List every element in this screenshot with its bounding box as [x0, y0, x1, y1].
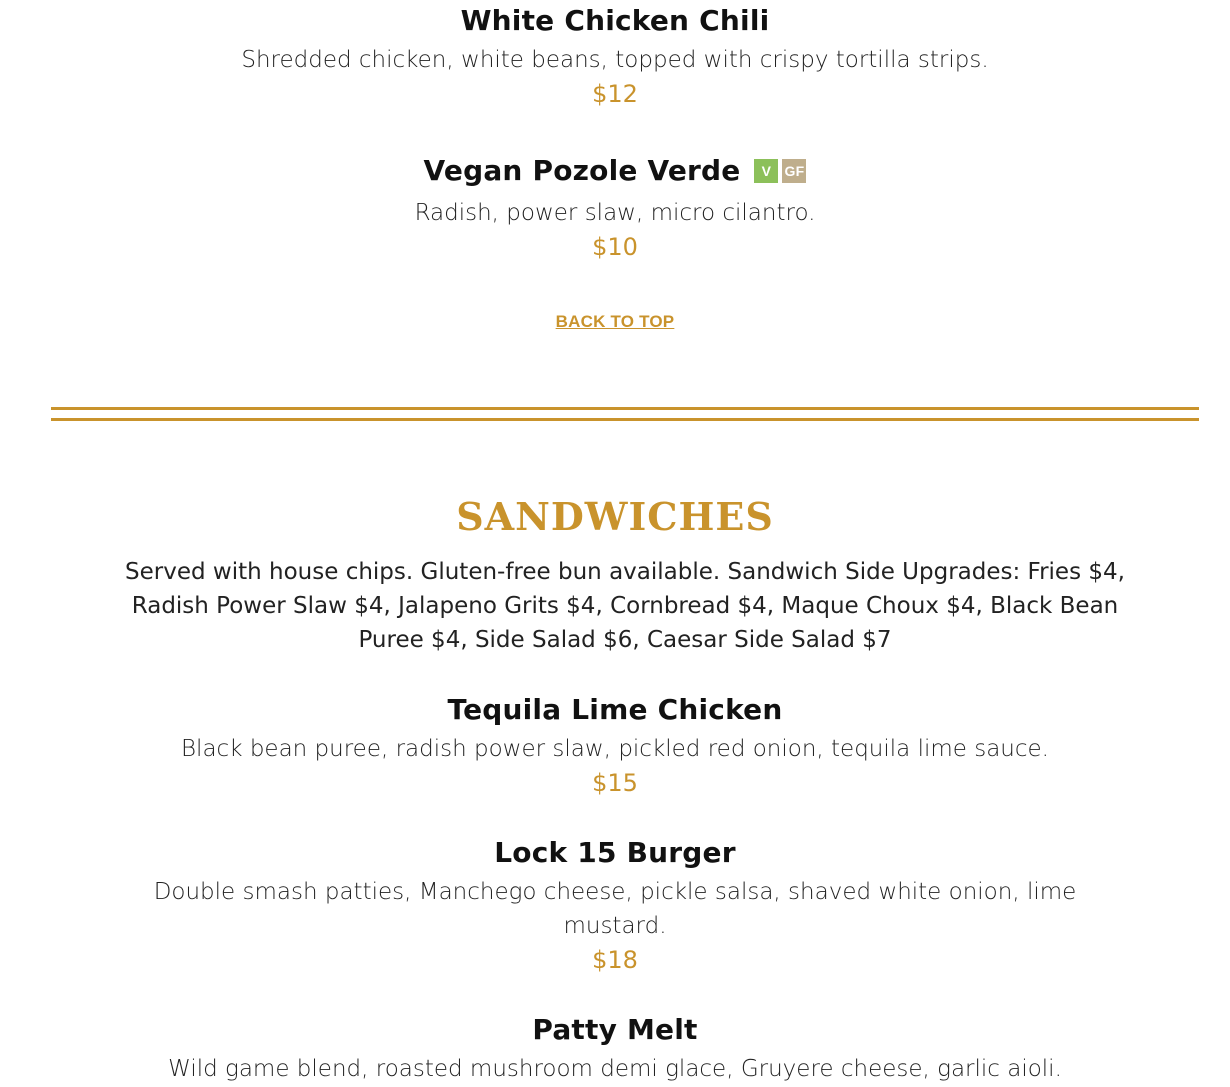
divider-line	[51, 418, 1199, 421]
item-price: $18	[592, 946, 638, 974]
item-price: $12	[592, 80, 638, 108]
section-title: SANDWICHES	[456, 494, 774, 539]
menu-item	[0, 692, 1230, 800]
menu-item	[0, 3, 1230, 111]
item-name: White Chicken Chili	[460, 4, 770, 37]
menu-item	[0, 153, 1230, 264]
item-name-row	[0, 153, 1230, 189]
item-description: Black bean puree, radish power slaw, pickled red onion, tequila lime sauce.	[181, 736, 1049, 762]
item-description: Double smash patties, Manchego cheese, pickle salsa, shaved white onion, lime mustard.	[153, 879, 1077, 939]
gluten-free-badge-icon: GF	[782, 159, 806, 183]
item-name: Vegan Pozole Verde	[423, 154, 741, 187]
section-intro: Served with house chips. Gluten-free bun available. Sandwich Side Upgrades: Fries $4, Radish Power Slaw $4, Jalapeno Grits $4, Cornbread $4, Maque Choux $4, Black Bean Puree $4, Side Salad $6, Caesar Side Salad $7	[125, 559, 1125, 653]
menu-item	[0, 1012, 1230, 1086]
back-to-top-link[interactable]: BACK TO TOP	[555, 312, 675, 331]
menu-item	[140, 835, 1090, 977]
item-description: Radish, power slaw, micro cilantro.	[414, 200, 816, 226]
item-name: Patty Melt	[532, 1013, 698, 1046]
item-name: Tequila Lime Chicken	[447, 693, 783, 726]
item-price: $10	[592, 233, 638, 261]
divider-line	[51, 407, 1199, 410]
item-name: Lock 15 Burger	[494, 836, 736, 869]
item-description: Wild game blend, roasted mushroom demi glace, Gruyere cheese, garlic aioli.	[168, 1056, 1062, 1082]
back-to-top-container	[0, 312, 1230, 332]
item-price: $15	[592, 769, 638, 797]
vegan-badge-icon: V	[754, 159, 778, 183]
item-description: Shredded chicken, white beans, topped with crispy tortilla strips.	[241, 47, 989, 73]
